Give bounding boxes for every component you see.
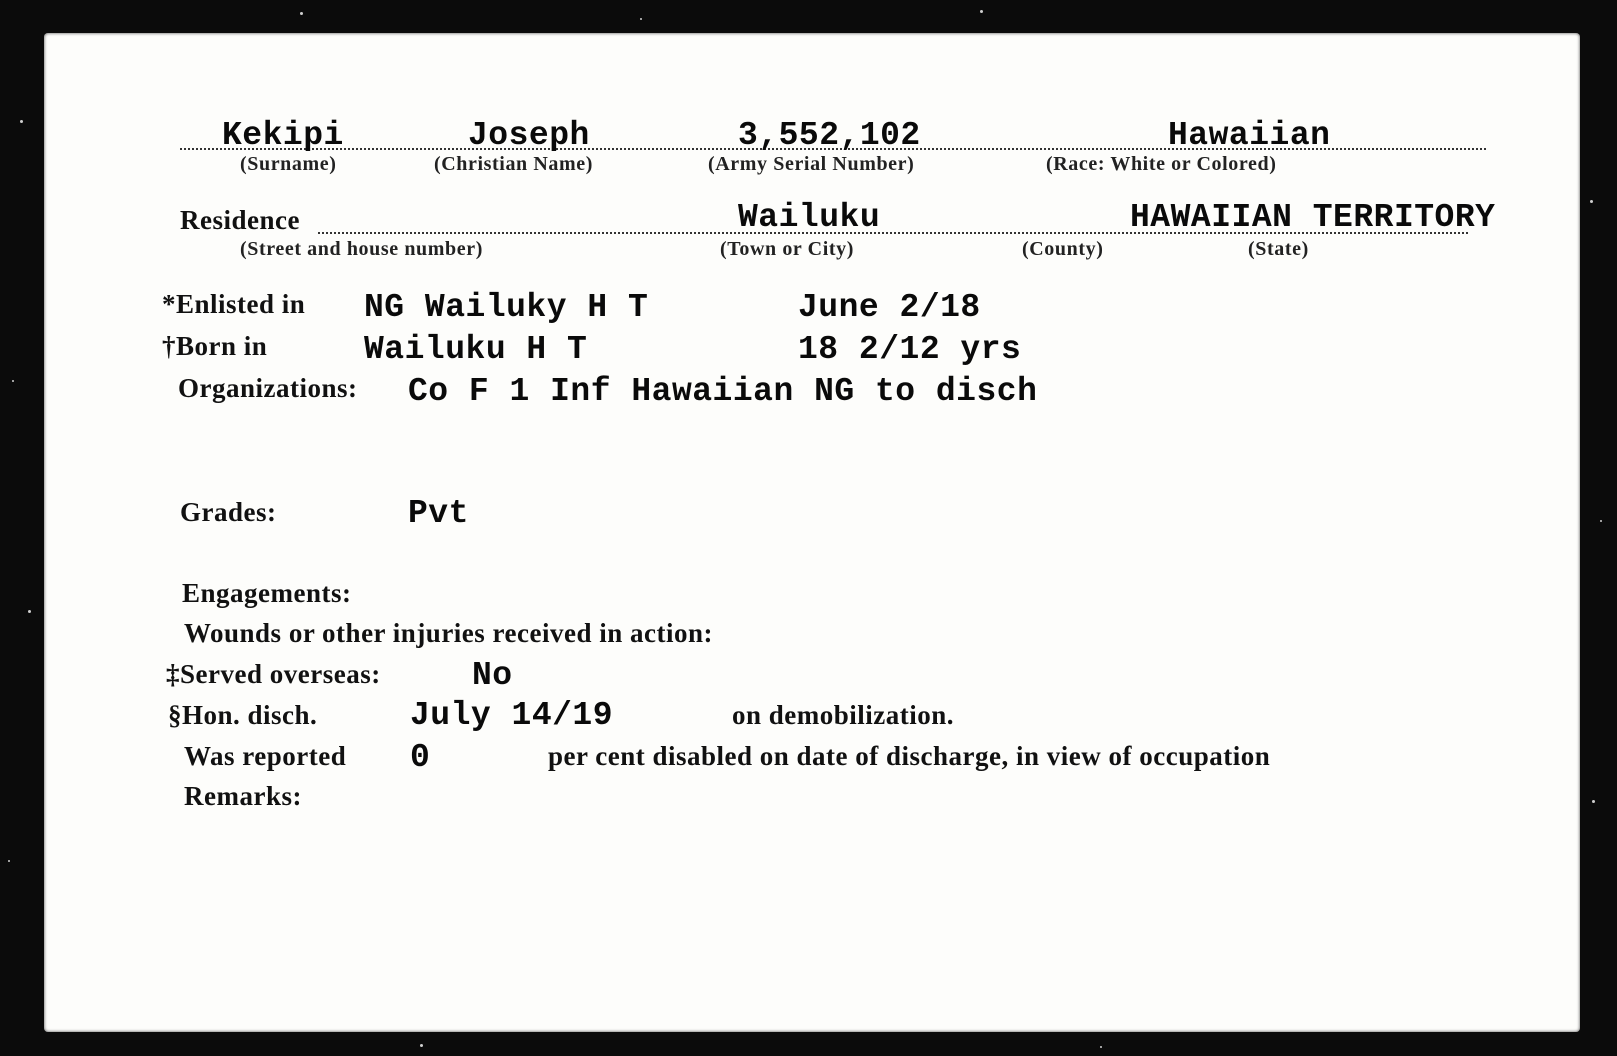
disability-label: Was reported	[184, 741, 347, 771]
organizations-value: Co F 1 Inf Hawaiian NG to disch	[408, 373, 1038, 410]
county-caption: (County)	[1022, 238, 1104, 260]
enlisted-place: NG Wailuky H T	[364, 289, 649, 326]
race-caption: (Race: White or Colored)	[1046, 153, 1277, 175]
organizations-label: Organizations:	[178, 373, 358, 403]
serial-number-value: 3,552,102	[738, 117, 921, 154]
enlisted-label: *Enlisted in	[162, 289, 306, 319]
serial-number-caption: (Army Serial Number)	[708, 153, 915, 175]
service-record-card	[44, 33, 1580, 1032]
town-value: Wailuku	[738, 199, 881, 236]
overseas-value: No	[472, 657, 513, 694]
born-age: 18 2/12 yrs	[798, 331, 1022, 368]
grades-value: Pvt	[408, 495, 469, 532]
discharge-label: §Hon. disch.	[168, 700, 318, 730]
grades-label: Grades:	[180, 497, 277, 527]
state-caption: (State)	[1248, 238, 1309, 260]
residence-label: Residence	[180, 205, 300, 235]
born-place: Wailuku H T	[364, 331, 588, 368]
enlisted-date: June 2/18	[798, 289, 981, 326]
town-caption: (Town or City)	[720, 238, 854, 260]
remarks-label: Remarks:	[184, 781, 302, 811]
wounds-label: Wounds or other injuries received in action:	[184, 618, 714, 648]
race-value: Hawaiian	[1168, 117, 1331, 154]
born-label: †Born in	[162, 331, 268, 361]
discharge-suffix: on demobilization.	[732, 700, 955, 730]
surname-caption: (Surname)	[240, 153, 337, 175]
discharge-date: July 14/19	[410, 697, 614, 734]
disability-value: 0	[410, 739, 431, 776]
overseas-label: ‡Served overseas:	[166, 659, 381, 689]
engagements-label: Engagements:	[182, 578, 352, 608]
street-caption: (Street and house number)	[240, 238, 483, 260]
christian-name-caption: (Christian Name)	[434, 153, 594, 175]
state-value: HAWAIIAN TERRITORY	[1130, 199, 1496, 236]
surname-value: Kekipi	[222, 117, 344, 154]
christian-name-value: Joseph	[468, 117, 590, 154]
disability-suffix: per cent disabled on date of discharge, in view of occupation	[548, 741, 1271, 771]
